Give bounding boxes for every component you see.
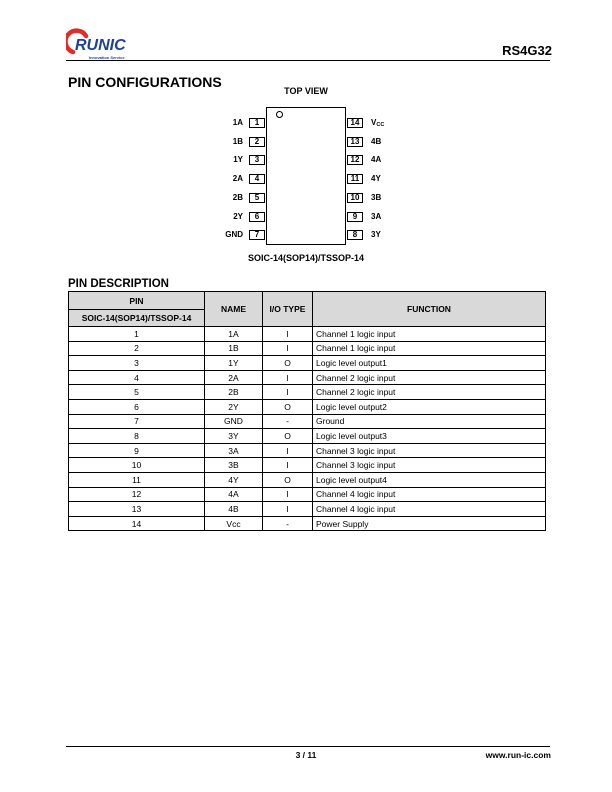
pin-name-label (371, 118, 384, 130)
table-row (69, 414, 546, 429)
chip-body (266, 107, 346, 245)
pin-number-box: 8 (347, 230, 363, 240)
pin-name-label: 4Y (371, 174, 381, 184)
table-row (69, 341, 546, 356)
pin-name-label: 4A (371, 155, 382, 165)
cell-io-type: O (263, 356, 313, 371)
col-header-package: SOIC-14(SOP14)/TSSOP-14 (69, 310, 205, 327)
cell-function: Logic level output4 (313, 472, 546, 487)
pin-name-label: 1A (232, 118, 243, 127)
col-header-io-type: I/O TYPE (263, 292, 313, 327)
cell-pin: 13 (69, 502, 205, 517)
cell-name: 1A (205, 327, 263, 342)
table-row (69, 502, 546, 517)
pin-name-label: 2A (232, 174, 243, 184)
pin-name-label: 1Y (233, 155, 243, 165)
cell-function: Logic level output2 (313, 399, 546, 414)
cell-io-type: O (263, 429, 313, 444)
cell-function: Ground (313, 414, 546, 429)
col-header-name: NAME (205, 292, 263, 327)
pin-number-box: 6 (249, 212, 265, 222)
col-header-function: FUNCTION (313, 292, 546, 327)
pin-name-label: 2B (232, 192, 243, 202)
table-row (69, 429, 546, 444)
pin-name-label: 3B (371, 192, 382, 202)
cell-name: GND (205, 414, 263, 429)
cell-io-type: I (263, 443, 313, 458)
table-row (69, 399, 546, 414)
pin-number-box: 1 (249, 118, 265, 128)
pin-description-heading: PIN DESCRIPTION (68, 278, 169, 290)
cell-pin: 8 (69, 429, 205, 444)
pin-config-heading: PIN CONFIGURATIONS (68, 74, 222, 90)
cell-pin: 6 (69, 399, 205, 414)
header-divider (66, 60, 550, 61)
pin-number-box: 4 (249, 174, 265, 184)
pin-number-box: 12 (347, 155, 363, 165)
cell-function: Channel 2 logic input (313, 385, 546, 400)
cell-name: 4A (205, 487, 263, 502)
cell-function: Channel 3 logic input (313, 458, 546, 473)
pin-number-box: 13 (347, 137, 363, 147)
pin-name-label: 4B (371, 136, 382, 146)
cell-name: 3B (205, 458, 263, 473)
cell-function: Logic level output3 (313, 429, 546, 444)
cell-name: 2A (205, 370, 263, 385)
cell-pin: 11 (69, 472, 205, 487)
cell-io-type: I (263, 385, 313, 400)
table-row (69, 370, 546, 385)
pin-name-main: V (371, 118, 377, 127)
cell-function: Channel 3 logic input (313, 443, 546, 458)
cell-pin: 1 (69, 327, 205, 342)
cell-name: 3Y (205, 429, 263, 444)
pin-description-table (68, 291, 546, 531)
cell-function: Channel 4 logic input (313, 502, 546, 517)
cell-name: 1B (205, 341, 263, 356)
cell-pin: 3 (69, 356, 205, 371)
pin-number-box: 5 (249, 193, 265, 203)
cell-name: 4B (205, 502, 263, 517)
logo-tagline: Innovation Service (89, 55, 125, 60)
cell-io-type: I (263, 487, 313, 502)
pin-number-box: 10 (347, 193, 363, 203)
pin1-marker (276, 111, 283, 118)
page-number: 3 / 11 (295, 750, 317, 760)
cell-name: Vcc (205, 516, 263, 531)
cell-pin: 9 (69, 443, 205, 458)
cell-function: Logic level output1 (313, 356, 546, 371)
pin-number-box: 2 (249, 137, 265, 147)
pin-number-box: 9 (347, 212, 363, 222)
table-row (69, 327, 546, 342)
cell-pin: 4 (69, 370, 205, 385)
cell-io-type: I (263, 341, 313, 356)
col-header-pin: PIN (69, 292, 205, 310)
table-row (69, 487, 546, 502)
runic-logo (66, 28, 142, 64)
pin-name-label: 3A (371, 211, 382, 221)
pin-number-box: 11 (347, 174, 363, 184)
cell-io-type: I (263, 458, 313, 473)
pin-number-box: 7 (249, 230, 265, 240)
pin-name-label: GND (225, 230, 243, 240)
pin-name-label: 2Y (233, 211, 243, 221)
logo-wordmark: RUNIC (75, 37, 126, 54)
footer-divider (66, 746, 550, 747)
cell-io-type: - (263, 516, 313, 531)
top-view-label: TOP VIEW (284, 86, 328, 96)
table-row (69, 472, 546, 487)
table-row (69, 458, 546, 473)
cell-io-type: I (263, 502, 313, 517)
cell-pin: 2 (69, 341, 205, 356)
pin-name-subscript: CC (376, 122, 385, 128)
table-row (69, 443, 546, 458)
cell-function: Channel 1 logic input (313, 327, 546, 342)
table-row (69, 385, 546, 400)
cell-pin: 14 (69, 516, 205, 531)
cell-pin: 5 (69, 385, 205, 400)
runic-logo-graphic (66, 28, 142, 64)
cell-pin: 12 (69, 487, 205, 502)
pin-number-box: 3 (249, 155, 265, 165)
cell-io-type: I (263, 370, 313, 385)
cell-function: Power Supply (313, 516, 546, 531)
cell-name: 2B (205, 385, 263, 400)
pin-name-label: 3Y (371, 230, 381, 240)
cell-function: Channel 4 logic input (313, 487, 546, 502)
cell-name: 3A (205, 443, 263, 458)
cell-io-type: I (263, 327, 313, 342)
cell-pin: 10 (69, 458, 205, 473)
document-id: RS4G32 (502, 43, 552, 58)
cell-name: 4Y (205, 472, 263, 487)
cell-pin: 7 (69, 414, 205, 429)
table-row (69, 516, 546, 531)
website-url: www.run-ic.com (485, 750, 551, 760)
cell-name: 1Y (205, 356, 263, 371)
pin-name-label: 1B (232, 136, 243, 146)
cell-io-type: O (263, 399, 313, 414)
package-caption: SOIC-14(SOP14)/TSSOP-14 (247, 253, 365, 263)
cell-function: Channel 2 logic input (313, 370, 546, 385)
pin-number-box: 14 (347, 118, 363, 128)
pin-table-body (69, 327, 546, 531)
cell-function: Channel 1 logic input (313, 341, 546, 356)
cell-io-type: - (263, 414, 313, 429)
cell-io-type: O (263, 472, 313, 487)
table-row (69, 356, 546, 371)
cell-name: 2Y (205, 399, 263, 414)
